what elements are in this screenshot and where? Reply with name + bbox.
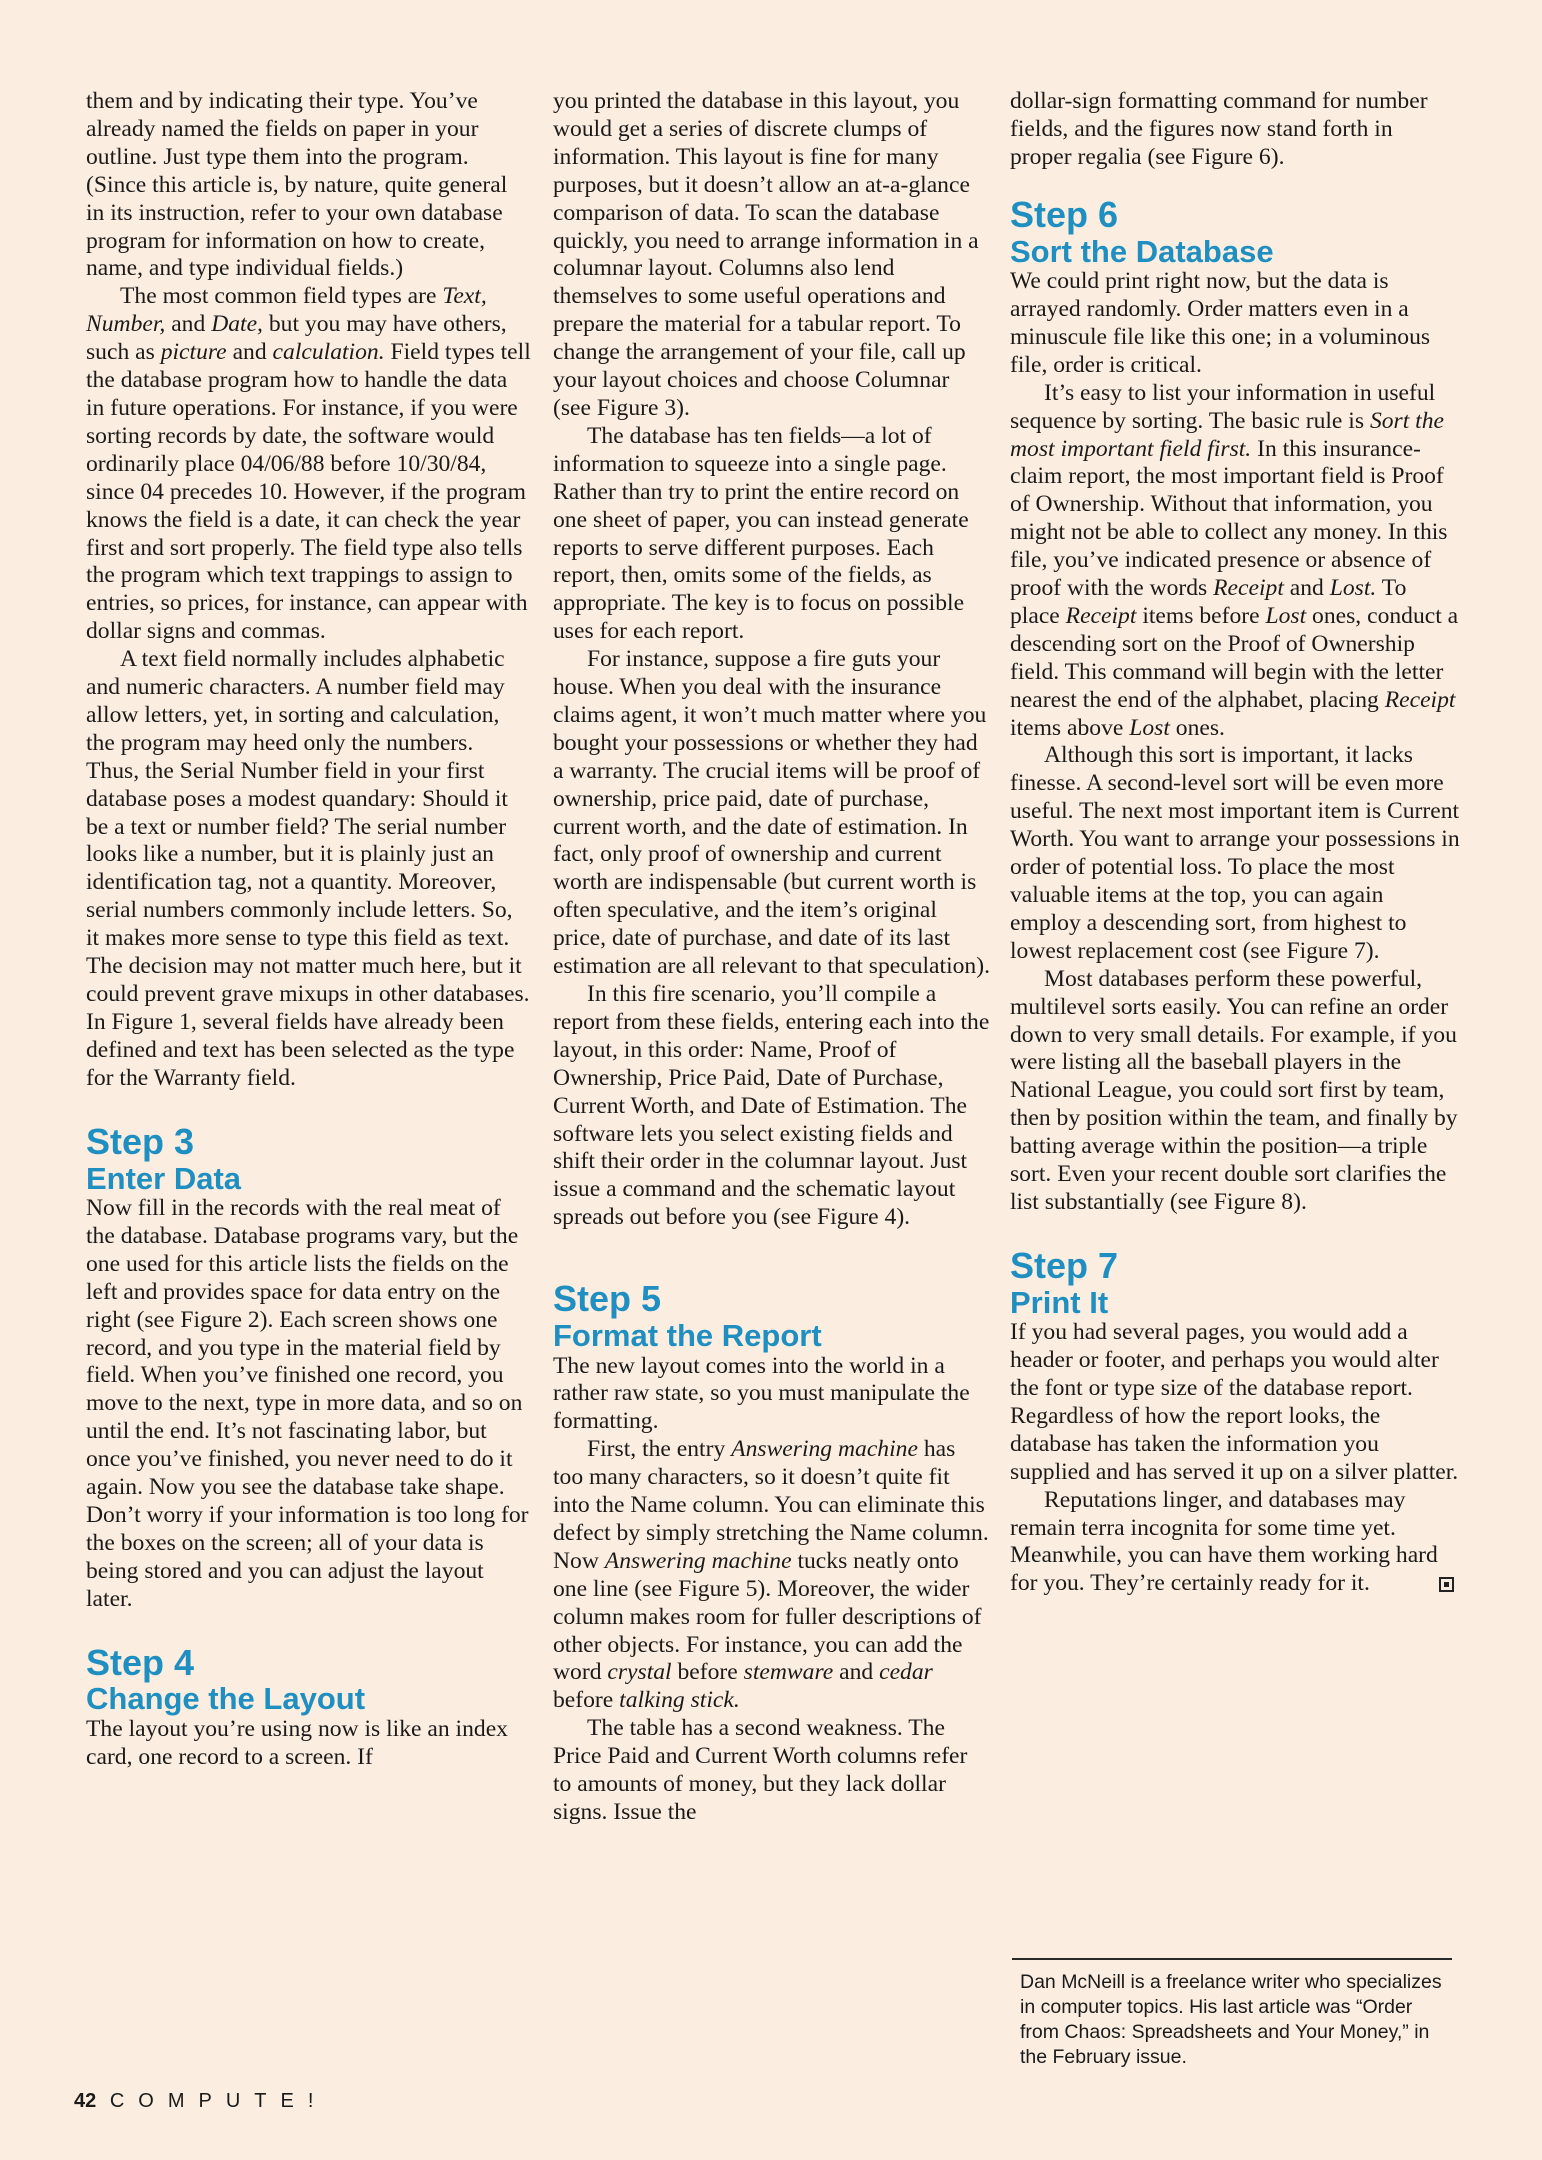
italic-run: picture xyxy=(160,339,227,366)
step-number: Step 7 xyxy=(1010,1244,1119,1286)
paragraph xyxy=(553,1436,990,1715)
italic-run: Receipt xyxy=(1384,686,1456,713)
page-footer xyxy=(74,2090,327,2113)
italic-run: crystal xyxy=(607,1659,672,1686)
text-run: items above xyxy=(1010,714,1130,741)
text-run: Most databases perform these powerful, multilevel sorts easily. You can refine an order down to very small details. For example, if you were listing all the baseball players in the National League, you could sort first by team, then by position within the team, and finally by batting average within the position—a triple sort. Even your recent double sort clarifies the list substantially (see Figure 8). xyxy=(1010,965,1458,1215)
text-run: has too many characters, so it doesn’t quite fit into the Name column. You can eliminate this defect by simply stretching the Name column. Now xyxy=(553,1436,989,1574)
column-1 xyxy=(86,88,531,1772)
paragraph xyxy=(86,283,531,646)
step-3-heading xyxy=(86,1120,531,1196)
text-run: Reputations linger, and databases may remain terra incognita for some time yet. Meanwhile, you can have them working hard for you. They’re certainly ready for it. xyxy=(1010,1486,1438,1597)
text-run: The table has a second weakness. The Price Paid and Current Worth columns refer to amounts of money, but they lack dollar signs. Issue the xyxy=(553,1715,968,1825)
step-4-heading xyxy=(86,1641,531,1717)
paragraph xyxy=(1010,1319,1460,1486)
paragraph xyxy=(553,1353,990,1437)
text-run: The database has ten fields—a lot of information to squeeze into a single page. Rather than try to print the entire record on one sheet of paper, you can instead generate reports to serve different purposes. Each report, then, omits some of the fields, as appropriate. The key is to focus on possible uses for each report. xyxy=(553,422,969,645)
italic-run: Receipt xyxy=(1065,602,1137,629)
step-number: Step 5 xyxy=(553,1278,662,1320)
paragraph xyxy=(86,88,531,283)
step-5-heading xyxy=(553,1280,990,1352)
step-title: Format the Report xyxy=(553,1318,822,1354)
text-run: Field types tell the database program how to handle the data in future operations. For instance, if you were sorting records by date, the software would ordinarily place 04/06/88 before 10/30/84, since 04 precedes 10. However, if the program knows the field is a date, it can check the year first and sort properly. The field type also tells the program which text trappings to assign to entries, so prices, for instance, can appear with dollar signs and commas. xyxy=(86,339,531,645)
text-run: It’s easy to list your information in useful sequence by sorting. The basic rule is xyxy=(1010,379,1436,434)
text-run: We could print right now, but the data is arrayed randomly. Order matters even in a minuscule file like this one; in a voluminous file, order is critical. xyxy=(1010,268,1431,378)
text-run: items before xyxy=(1136,602,1266,629)
italic-run: Lost xyxy=(1265,602,1307,629)
italic-run: Answering machine xyxy=(731,1436,918,1463)
text-run: before xyxy=(671,1659,744,1686)
text-run: Now fill in the records with the real meat of the database. Database programs vary, but the one used for this article lists the fields on the left and provides space for data entry on the right (see Figure 2). Each screen shows one record, and you type in the material field by field. When you’ve finished one record, you move to the next, type in more data, and so on until the end. It’s not fascinating labor, but once you’ve finished, you never need to do it again. Now you see the database take shape. Don’t worry if your information is too long for the boxes on the screen; all of your data is being stored and you can adjust the layout later. xyxy=(86,1194,529,1612)
end-of-article-icon xyxy=(1439,1577,1454,1592)
text-run: tucks neatly onto one line (see Figure 5). Moreover, the wider column makes room for fuller descriptions of other objects. For instance, you can add the word xyxy=(553,1547,982,1686)
paragraph xyxy=(1010,742,1460,965)
step-6-heading xyxy=(1010,193,1460,269)
italic-run: calculation. xyxy=(272,339,385,366)
italic-run: Receipt xyxy=(1213,575,1284,602)
text-run: and xyxy=(165,311,212,338)
step-title: Change the Layout xyxy=(86,1681,366,1717)
text-run: The most common field types are xyxy=(120,283,443,310)
text-run: Although this sort is important, it lacks finesse. A second-level sort will be even more useful. The next most important item is Current Worth. You want to arrange your possessions in order of potential loss. To place the most valuable items at the top, you can again employ a descending sort, from highest to lowest replacement cost (see Figure 7). xyxy=(1010,742,1460,964)
paragraph xyxy=(553,981,990,1232)
paragraph xyxy=(86,1716,531,1772)
paragraph xyxy=(553,88,990,423)
step-title: Enter Data xyxy=(86,1160,242,1196)
text-run: In this insurance-claim report, the most important field is Proof of Ownership. Without that information, you might not be able to collect any money. In this file, you’ve indicated presence or absence of proof with the words xyxy=(1010,435,1448,602)
text-run: ones, conduct a descending sort on the Proof of Ownership field. This command will begin with the letter nearest the end of the alphabet, placing xyxy=(1010,602,1459,713)
text-run: them and by indicating their type. You’ve already named the fields on paper in your outline. Just type them into the program. (Since this article is, by nature, quite general in its instruction, refer to your own database program for information on how to create, name, and type individual fields.) xyxy=(86,88,508,282)
italic-run: Date, xyxy=(211,311,263,338)
italic-run: Answering machine xyxy=(604,1547,792,1574)
text-run: The layout you’re using now is like an index card, one record to a screen. If xyxy=(86,1715,508,1770)
text-run: before xyxy=(553,1687,620,1714)
text-run: A text field normally includes alphabetic and numeric characters. A number field may allow letters, yet, in sorting and calculation, the program may heed only the numbers. Thus, the Serial Number field in your first database poses a modest quandary: Should it be a text or number field? The serial number looks like a number, but it is plainly just an identification tag, not a quantity. Moreover, serial numbers commonly include letters. So, it makes more sense to type this field as text. The decision may not matter much here, but it could prevent grave mixups in other databases. In Figure 1, several fields have already been defined and text has been selected as the type for the Warranty field. xyxy=(86,646,530,1091)
text-run: The new layout comes into the world in a rather raw state, so you must manipulate the formatting. xyxy=(553,1352,970,1435)
text-run: First, the entry xyxy=(587,1436,732,1463)
text-run: and xyxy=(833,1659,880,1686)
paragraph xyxy=(1010,380,1460,743)
italic-run: Lost. xyxy=(1329,575,1377,602)
step-number: Step 6 xyxy=(1010,193,1119,235)
step-7-heading xyxy=(1010,1244,1460,1320)
italic-run: Lost xyxy=(1129,714,1170,741)
final-text xyxy=(1010,1487,1438,1597)
text-run: To place xyxy=(1010,575,1407,629)
column-3 xyxy=(1010,88,1460,1598)
step-title: Sort the Database xyxy=(1010,233,1274,269)
text-run: For instance, suppose a fire guts your house. When you deal with the insurance claims agent, it won’t much matter where you bought your possessions or whether they had a warranty. The crucial items will be proof of ownership, price paid, date of purchase, current worth, and the date of estimation. In fact, only proof of ownership and current worth are indispensable (but current worth is often speculative, and the item’s original price, date of purchase, and date of its last estimation are all relevant to that speculation). xyxy=(553,646,990,980)
italic-run: stemware xyxy=(743,1659,834,1686)
step-number: Step 4 xyxy=(86,1641,195,1683)
text-run: In this fire scenario, you’ll compile a report from these fields, entering each into the layout, in this order: Name, Proof of Ownership, Price Paid, Date of Purchase, Current Worth, and Date of Estimation. The software lets you select existing fields and shift their order in the columnar layout. Just issue a command and the schematic layout spreads out before you (see Figure 4). xyxy=(553,981,990,1231)
italic-run: Sort the most important field first. xyxy=(1010,407,1444,462)
text-run: and xyxy=(226,339,273,366)
italic-run: talking stick. xyxy=(619,1687,740,1714)
column-2 xyxy=(553,88,990,1827)
paragraph xyxy=(1010,966,1460,1217)
text-run: and xyxy=(1283,575,1330,602)
author-bio: Dan McNeill is a freelance writer who specializes in computer topics. His last article was “Order from Chaos: Spreadsheets and Your Money,” in the February issue. xyxy=(1020,1971,1442,2068)
paragraph xyxy=(86,1195,531,1614)
step-number: Step 3 xyxy=(86,1120,195,1162)
text-run: you printed the database in this layout, you would get a series of discrete clumps of information. This layout is fine for many purposes, but it doesn’t allow an at-a-glance comparison of data. To scan the database quickly, you need to arrange information in a columnar layout. Columns also lend themselves to some useful operations and prepare the material for a tabular report. To change the arrangement of your file, call up your layout choices and choose Columnar (see Figure 3). xyxy=(553,88,979,421)
paragraph xyxy=(553,423,990,646)
paragraph xyxy=(1010,268,1460,380)
text-run: dollar-sign formatting command for number fields, and the figures now stand forth in proper regalia (see Figure 6). xyxy=(1010,88,1428,170)
text-run: ones. xyxy=(1169,714,1225,741)
italic-run: Text, Number, xyxy=(86,283,487,338)
page-number: 42 xyxy=(74,2090,97,2112)
bio-divider xyxy=(1012,1958,1452,1960)
paragraph xyxy=(553,646,990,981)
step-title: Print It xyxy=(1010,1284,1109,1320)
magazine-name: COMPUTE! xyxy=(109,2090,328,2112)
text-run: If you had several pages, you would add a header or footer, and perhaps you would alter the font or type size of the database report. Regardless of how the report looks, the database has taken the information you supplied and has served it up on a silver platter. xyxy=(1010,1319,1459,1485)
paragraph xyxy=(86,646,531,1093)
text-run: but you may have others, such as xyxy=(86,311,507,366)
paragraph-final xyxy=(1010,1487,1460,1599)
paragraph xyxy=(1010,88,1460,172)
paragraph xyxy=(553,1715,990,1827)
italic-run: cedar xyxy=(879,1659,933,1686)
